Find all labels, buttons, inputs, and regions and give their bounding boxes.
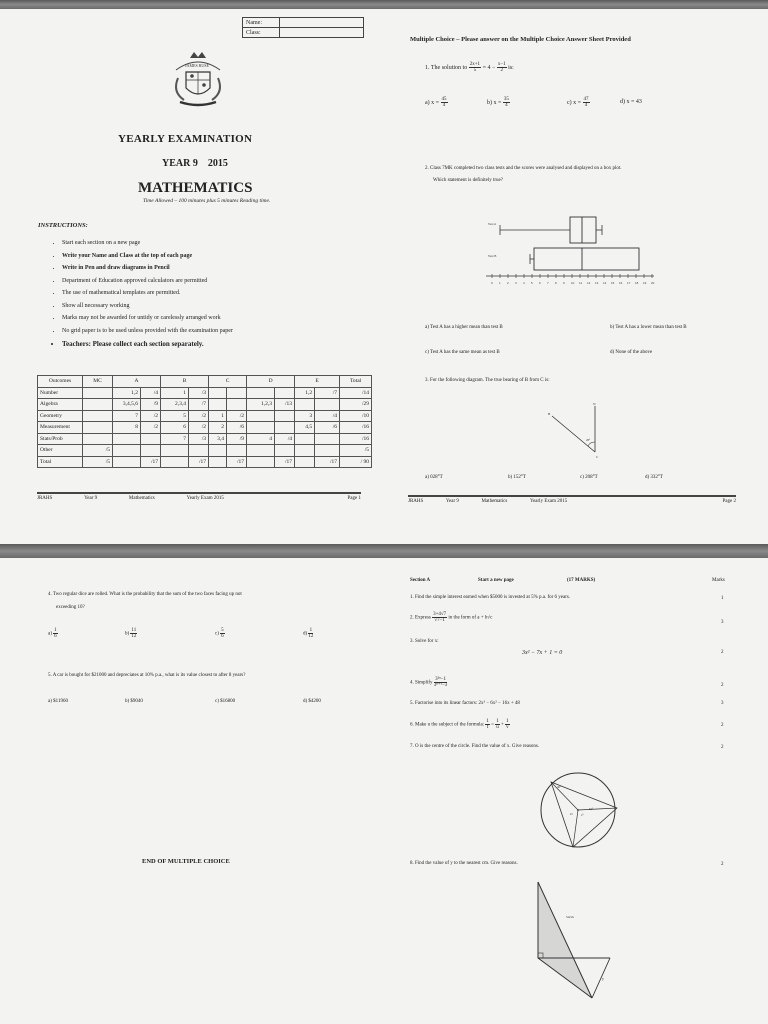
- q3-text: 3. For the following diagram. The true bearing of B from C is:: [425, 378, 550, 383]
- table-cell: [209, 445, 227, 457]
- axis-tick-label: 10: [571, 281, 575, 285]
- axis-tick-label: 16: [619, 281, 623, 285]
- table-row: [38, 422, 372, 434]
- table-cell: E: [295, 376, 340, 388]
- table-cell: /2: [189, 422, 209, 434]
- sa-q7: 7. O is the centre of the circle. Find the value of x. Give reasons.: [410, 744, 540, 749]
- axis-tick-label: 1: [499, 281, 501, 285]
- table-cell: [275, 445, 295, 457]
- y-label: y: [602, 976, 604, 981]
- instructions-list: [50, 240, 382, 355]
- table-cell: /2: [189, 410, 209, 422]
- angle-3-label: 62°: [589, 807, 594, 811]
- table-cell: 1,2: [295, 387, 315, 399]
- centre-label: O: [570, 812, 573, 816]
- table-cell: /3: [189, 433, 209, 445]
- table-cell: /17: [315, 456, 340, 468]
- angle-2-label: x°: [581, 813, 584, 817]
- axis-tick-label: 3: [515, 281, 517, 285]
- q5-option-c: c) $16800: [215, 699, 236, 704]
- axis-tick-label: 7: [547, 281, 549, 285]
- table-header-row: [38, 376, 372, 388]
- sa-q4: 4. Simplify $\frac{\text{3²ⁿ−1}}{\text{3ⁿ⁺¹−3}}$: [410, 677, 448, 688]
- axis-tick-label: 12: [587, 281, 591, 285]
- q2-text-2: Which statement is definitely true?: [433, 178, 503, 183]
- footer-page: Page 2: [722, 499, 736, 504]
- table-cell: Algebra: [38, 399, 83, 411]
- table-cell: [247, 445, 275, 457]
- angle-1-label: 40°: [557, 785, 562, 789]
- sa-q1: 1. Find the simple interest earned when $5000 is invested at 5% p.a. for 6 years.: [410, 595, 571, 600]
- q1-fraction-b: $\frac{x-1}{2}$: [497, 62, 506, 73]
- school-crest-logo: [168, 48, 228, 110]
- table-cell: 1: [209, 410, 227, 422]
- table-cell: [295, 456, 315, 468]
- axis-tick-label: 15: [611, 281, 615, 285]
- instructions-heading: INSTRUCTIONS:: [38, 222, 88, 229]
- table-cell: Number: [38, 387, 83, 399]
- axis-tick-label: 8: [555, 281, 557, 285]
- table-cell: [295, 399, 315, 411]
- table-cell: [247, 410, 275, 422]
- table-cell: [315, 399, 340, 411]
- table-cell: Measurement: [38, 422, 83, 434]
- section-marks: (17 MARKS): [567, 578, 596, 583]
- table-cell: [209, 399, 227, 411]
- sa-q2: 2. Express $\frac{3+4√7}{√7-1}$ in the form of a + b√c: [410, 612, 493, 623]
- table-cell: 1,2: [113, 387, 141, 399]
- q5-option-d: d) $4200: [303, 699, 321, 704]
- table-cell: /17: [189, 456, 209, 468]
- year-label: YEAR 9: [162, 158, 198, 169]
- table-cell: /4: [141, 387, 161, 399]
- q2-option-c: c) Test A has the same mean as test B: [425, 350, 500, 355]
- q1-option-a: a) x = $\frac{45}{4}$: [425, 97, 447, 108]
- footer-subject: Mathematics: [481, 499, 508, 504]
- table-cell: /17: [141, 456, 161, 468]
- table-cell: [315, 445, 340, 457]
- table-cell: 7: [113, 410, 141, 422]
- instruction-item: • Write your Name and Class at the top of each page: [62, 253, 382, 259]
- marks-header: Marks: [712, 578, 725, 583]
- table-cell: [295, 445, 315, 457]
- table-cell: /2: [227, 410, 247, 422]
- table-cell: /9: [141, 399, 161, 411]
- footer-school: JRAHS: [408, 499, 424, 504]
- table-cell: /4: [315, 410, 340, 422]
- table-cell: 3: [295, 410, 315, 422]
- table-cell: [227, 387, 247, 399]
- class-label: Class:: [243, 28, 280, 38]
- sa-q1-marks: 1: [721, 596, 724, 601]
- table-cell: /7: [315, 387, 340, 399]
- table-cell: Total: [340, 376, 372, 388]
- end-of-mc: END OF MULTIPLE CHOICE: [142, 858, 230, 865]
- table-row: [38, 387, 372, 399]
- table-row: [38, 433, 372, 445]
- q1-stem: 1. The solution to: [425, 64, 468, 71]
- sa-q5: 5. Factorise into its linear factors: 2x³ − 6x² − 16x + 48: [410, 701, 520, 706]
- table-cell: /6: [227, 422, 247, 434]
- q5-text: 5. A car is bought for $21000 and depreciates at 10% p.a., what is its value closest to after 8 years?: [48, 673, 246, 678]
- table-cell: [275, 410, 295, 422]
- table-cell: /9: [227, 433, 247, 445]
- boxplot-label-a: Test A: [488, 222, 497, 226]
- q3-option-a: a) 028°T: [425, 475, 443, 480]
- table-row: [38, 410, 372, 422]
- table-cell: [161, 445, 189, 457]
- side-label: 54cm: [566, 915, 574, 919]
- q3-option-d: d) 332°T: [645, 475, 663, 480]
- name-class-box: [242, 17, 364, 38]
- instruction-item: • Department of Education approved calculators are permitted: [62, 278, 382, 284]
- axis-tick-label: 19: [643, 281, 647, 285]
- q4-option-a: a) $\frac{1}{6}$: [48, 628, 57, 639]
- table-cell: [141, 433, 161, 445]
- circle-diagram: [533, 768, 623, 852]
- axis-tick-label: 17: [627, 281, 631, 285]
- table-cell: [209, 456, 227, 468]
- footer-year: Year 9: [445, 499, 459, 504]
- sa-q3-equation: 3x² − 7x + 1 = 0: [522, 650, 563, 656]
- axis-tick-label: 9: [563, 281, 565, 285]
- table-cell: Total: [38, 456, 83, 468]
- table-cell: /2: [141, 422, 161, 434]
- table-cell: Geometry: [38, 410, 83, 422]
- table-cell: / 90: [340, 456, 372, 468]
- q4-text-2: exceeding 10?: [56, 605, 85, 610]
- table-row: [38, 399, 372, 411]
- north-label: N: [593, 402, 596, 406]
- table-cell: /13: [275, 399, 295, 411]
- table-cell: [113, 433, 141, 445]
- table-cell: [247, 422, 275, 434]
- table-cell: /5: [83, 445, 113, 457]
- table-cell: 2,3,4: [161, 399, 189, 411]
- instruction-item: • No grid paper is to be used unless provided with the examination paper: [62, 328, 382, 334]
- sa-q3-marks: 2: [721, 650, 724, 655]
- q2-option-d: d) None of the above: [610, 350, 653, 355]
- table-cell: [295, 433, 315, 445]
- table-cell: /6: [315, 422, 340, 434]
- table-row: [38, 456, 372, 468]
- table-cell: 6: [161, 422, 189, 434]
- table-cell: [83, 422, 113, 434]
- table-cell: [275, 422, 295, 434]
- scan-top-band: [0, 0, 768, 9]
- angle-label: 28°: [586, 438, 591, 442]
- q1-option-d: d) x = 43: [620, 99, 642, 105]
- b-label: B: [548, 412, 551, 416]
- table-cell: /16: [340, 422, 372, 434]
- table-cell: 4: [247, 433, 275, 445]
- table-cell: [113, 456, 141, 468]
- instruction-item: • Teachers: Please collect each section separately.: [62, 340, 382, 348]
- sa-q7-marks: 2: [721, 745, 724, 750]
- section-label: Section A: [410, 578, 431, 583]
- table-cell: /29: [340, 399, 372, 411]
- axis-tick-label: 6: [539, 281, 541, 285]
- table-cell: [83, 410, 113, 422]
- table-cell: 4,5: [295, 422, 315, 434]
- boxplot-label-b: Test B: [488, 254, 497, 258]
- sa-q8: 8. Find the value of y to the nearest cm. Give reasons.: [410, 861, 518, 866]
- table-cell: 3,4: [209, 433, 227, 445]
- table-cell: 3,4,5,6: [113, 399, 141, 411]
- name-field[interactable]: [280, 18, 364, 28]
- table-cell: /5: [340, 445, 372, 457]
- instruction-item: • Show all necessary working: [62, 303, 382, 309]
- table-cell: /17: [275, 456, 295, 468]
- name-label: Name:: [243, 18, 280, 28]
- q1-is: is:: [508, 64, 514, 71]
- table-cell: Other: [38, 445, 83, 457]
- table-cell: Stats/Prob: [38, 433, 83, 445]
- start-new-page: Start a new page: [478, 578, 514, 583]
- sa-q4-fraction: $\frac{\text{3²ⁿ−1}}{\text{3ⁿ⁺¹−3}}$: [433, 677, 448, 688]
- table-cell: 5: [161, 410, 189, 422]
- footer-subject: Mathematics: [128, 496, 155, 501]
- page-2-footer: [408, 495, 736, 504]
- sa-q8-marks: 2: [721, 862, 724, 867]
- q5-option-b: b) $9040: [125, 699, 143, 704]
- q2-text: 2. Class 7MK completed two class tests and the scores were analysed and displayed on a box plot.: [425, 166, 622, 171]
- table-cell: /4: [275, 433, 295, 445]
- table-cell: /16: [340, 433, 372, 445]
- triangle-diagram: [530, 880, 620, 1008]
- table-cell: 1: [161, 387, 189, 399]
- table-cell: [161, 456, 189, 468]
- exam-title: YEARLY EXAMINATION: [118, 133, 253, 145]
- q4-option-c: c) $\frac{5}{6}$: [215, 628, 224, 639]
- table-cell: /14: [340, 387, 372, 399]
- q1-option-b: b) x = $\frac{35}{4}$: [487, 97, 509, 108]
- axis-tick-label: 13: [595, 281, 599, 285]
- footer-page: Page 1: [347, 496, 361, 501]
- sa-q3: 3. Solve for x:: [410, 639, 439, 644]
- table-cell: /5: [83, 456, 113, 468]
- table-cell: Outcomes: [38, 376, 83, 388]
- axis-tick-label: 4: [523, 281, 525, 285]
- q4-option-b: b) $\frac{11}{12}$: [125, 628, 137, 639]
- q4-option-d: d) $\frac{1}{12}$: [303, 628, 314, 639]
- instruction-item: • The use of mathematical templates are permitted.: [62, 290, 382, 296]
- table-cell: /7: [189, 399, 209, 411]
- table-cell: B: [161, 376, 209, 388]
- q2-boxplot: [486, 212, 656, 288]
- table-cell: 7: [161, 433, 189, 445]
- table-cell: [209, 387, 227, 399]
- table-cell: [189, 445, 209, 457]
- axis-tick-label: 0: [491, 281, 493, 285]
- footer-exam: Yearly Exam 2015: [186, 496, 224, 501]
- table-cell: 8: [113, 422, 141, 434]
- q3-option-b: b) 152°T: [508, 475, 526, 480]
- axis-tick-label: 20: [651, 281, 655, 285]
- table-cell: [315, 433, 340, 445]
- table-cell: C: [209, 376, 247, 388]
- table-cell: /3: [189, 387, 209, 399]
- sa-q2-marks: 3: [721, 620, 724, 625]
- instruction-item: • Marks may not be awarded for untidy or carelessly arranged work: [62, 315, 382, 321]
- table-cell: [227, 399, 247, 411]
- instruction-item: • Start each section on a new page: [62, 240, 382, 246]
- table-cell: 2: [209, 422, 227, 434]
- class-field[interactable]: [280, 28, 364, 38]
- sa-q5-marks: 3: [721, 701, 724, 706]
- table-cell: 1,2,3: [247, 399, 275, 411]
- q3-bearing-diagram: [540, 400, 610, 460]
- q1-eq: = 4 −: [482, 64, 496, 71]
- axis-tick-label: 11: [579, 281, 583, 285]
- sa-q6: 6. Make u the subject of the formula: $\frac{1}{f}$ = $\frac{1}{u}$ + $\frac{1}{v}$: [410, 719, 509, 730]
- scan-middle-band: [0, 544, 768, 558]
- sa-q4-marks: 2: [721, 683, 724, 688]
- subject-title: MATHEMATICS: [138, 180, 253, 196]
- axis-tick-label: 2: [507, 281, 509, 285]
- outcomes-table: [37, 375, 372, 468]
- table-cell: /17: [227, 456, 247, 468]
- table-cell: /10: [340, 410, 372, 422]
- table-cell: [227, 445, 247, 457]
- question-1: [425, 62, 514, 73]
- table-cell: [83, 387, 113, 399]
- table-cell: [83, 433, 113, 445]
- q5-option-a: a) $11960: [48, 699, 68, 704]
- table-cell: [113, 445, 141, 457]
- footer-year: Year 9: [84, 496, 98, 501]
- axis-tick-label: 18: [635, 281, 639, 285]
- q2-option-b: b) Test A has a lower mean than test B: [610, 325, 687, 330]
- sa-q2-fraction: $\frac{3+4√7}{√7-1}$: [433, 612, 447, 623]
- footer-exam: Yearly Exam 2015: [529, 499, 568, 504]
- table-cell: [247, 456, 275, 468]
- table-cell: MC: [83, 376, 113, 388]
- table-cell: D: [247, 376, 295, 388]
- c-label: C: [596, 455, 599, 459]
- time-allowed: Time Allowed – 100 minutes plus 5 minutes Reading time.: [143, 198, 271, 204]
- page-1-footer: [37, 492, 361, 501]
- sa-q6-marks: 2: [721, 723, 724, 728]
- table-row: [38, 445, 372, 457]
- q1-fraction-a: $\frac{2x+1}{5}$: [469, 62, 481, 73]
- year-value: 2015: [207, 158, 228, 169]
- table-cell: [83, 399, 113, 411]
- year-line: [162, 158, 228, 169]
- mc-heading: Multiple Choice – Please answer on the Multiple Choice Answer Sheet Provided: [410, 36, 631, 43]
- table-cell: [275, 387, 295, 399]
- q4-text: 4. Two regular dice are rolled. What is the probability that the sum of the two faces facing up not: [48, 592, 242, 597]
- q3-option-c: c) 208°T: [580, 475, 598, 480]
- q1-option-c: c) x = $\frac{47}{4}$: [567, 97, 589, 108]
- axis-tick-label: 14: [603, 281, 607, 285]
- table-cell: [247, 387, 275, 399]
- table-cell: A: [113, 376, 161, 388]
- footer-school: JRAHS: [37, 496, 53, 501]
- q2-option-a: a) Test A has a higher mean than test B: [425, 325, 503, 330]
- table-cell: /2: [141, 410, 161, 422]
- axis-tick-label: 5: [531, 281, 533, 285]
- logo-text: JAMES RUSE: [185, 63, 209, 68]
- instruction-item: • Write in Pen and draw diagrams in Pencil: [62, 265, 382, 271]
- table-cell: [141, 445, 161, 457]
